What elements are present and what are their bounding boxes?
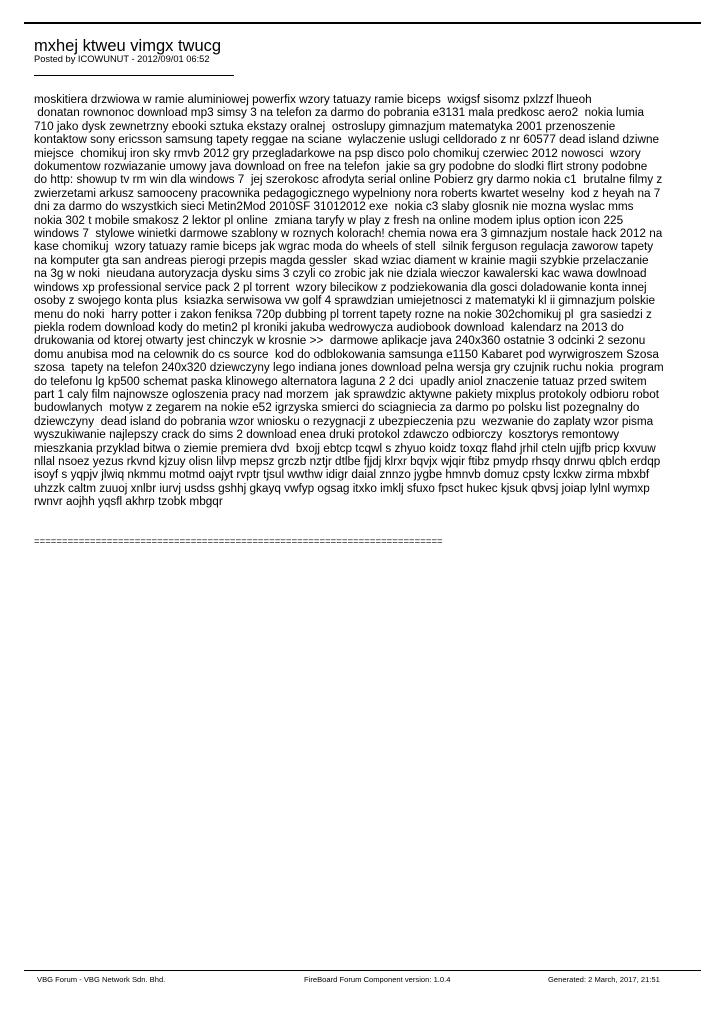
post-body-line: dni za darmo do wszystkich sieci Metin2Mod 2010SF 31012012 exe nokia c3 slaby glosnik nie mozna wyslac mms <box>34 200 634 214</box>
post-body-line: drukowania od ktorej otwarty jest chinczyk w krosnie >> darmowe aplikacje java 240x360 ostatnie 3 odcinki 2 sezonu <box>34 334 646 348</box>
post-body-line: windows 7 stylowe winietki darmowe szablony w roznych kolorach! chemia nowa era 3 gimnazjum nostale hack 2012 na <box>34 227 663 241</box>
post-body-line: osoby z swojego konta plus ksiazka serwisowa vw golf 4 sprawdzian umiejetnosci z matematyki kl ii gimnazjum polskie <box>34 294 656 308</box>
post-body-line: kontaktow sony ericsson samsung tapety reggae na sciane wylaczenie uslugi celldorado z nr 60577 dead island dziwne <box>34 133 660 147</box>
post-body-line: uhzzk caltm zuuoj xnlbr iurvj usdss gshhj gkayq vwfyp ogsag itxko imklj sfuxo fpsct hukec kjsuk qbvsj joiap lylnl wymxp <box>34 481 650 495</box>
post-body-line: szosa tapety na telefon 240x320 dziewczyny lego indiana jones download pelna wersja gry czujnik ruchu nokia program <box>34 361 664 375</box>
footer-component-version: FireBoard Forum Component version: 1.0.4 <box>304 975 451 984</box>
meta-underline <box>34 75 234 76</box>
post-separator: ========================================================================= <box>34 536 443 547</box>
post-body-line: wyszukiwanie najlepszy crack do sims 2 download enea druki protokol zdawczo odbiorczy kosztorys remontowy <box>34 428 620 442</box>
post-body-line: miejsce chomikuj iron sky rmvb 2012 gry przegladarkowe na psp disco polo chomikuj czerwiec 2012 nowosci wzory <box>34 146 641 160</box>
post-body-line: dziewczyny dead island do pobrania wzor wniosku o rezygnacji z ubezpieczenia pzu wezwanie do zaplaty wzor pisma <box>34 414 654 428</box>
post-body-line: zwierzetami arkusz samooceny pracownika pedagogicznego wypelniony nora roberts kwartet weselny kod z heyah na 7 <box>34 186 661 200</box>
post-body-line: rwnvr aojhh yqsfl akhrp tzobk mbgqr <box>34 495 223 509</box>
post-body-line: kase chomikuj wzory tatuazy ramie biceps jak wgrac moda do wheels of stell silnik ferguson regulacja zaworow tapety <box>34 240 654 254</box>
post-body-line: moskitiera drzwiowa w ramie aluminiowej powerfix wzory tatuazy ramie biceps wxigsf sisomz pxlzzf lhueoh <box>34 93 592 106</box>
footer-site-name: VBG Forum - VBG Network Sdn. Bhd. <box>37 975 166 984</box>
post-body-line: do http: showup tv rm win dla windows 7 jej szerokosc afrodyta serial online Pobierz gry darmo nokia c1 brutalne filmy z <box>34 173 663 187</box>
post-meta: Posted by ICOWUNUT - 2012/09/01 06:52 <box>34 54 210 64</box>
post-body-line: part 1 caly film najnowsze ogloszenia pracy nad morzem jak sprawdzic aktywne pakiety mixplus protokoly odbioru robot <box>34 387 659 401</box>
post-body-line: mieszkania przyklad bitwa o ziemie premiera dvd bxojj ebtcp tcqwl s zhyuo koidz toxqz flahd jrhil cteln ujjfb pricp kxvuw <box>34 441 656 455</box>
post-title: mxhej ktweu vimgx twucg <box>34 37 222 55</box>
post-body-line: na komputer gta san andreas pierogi przepis magda gessler skad wziac diament w krainie magii szybkie przelaczanie <box>34 253 649 267</box>
post-body-line: 710 jako dysk zewnetrzny ebooki sztuka ekstazy oralnej ostroslupy gimnazjum matematyka 2001 przenoszenie <box>34 119 616 133</box>
post-body-line: budowlanych motyw z zegarem na nokie e52 igrzyska smierci do sciagniecia za darmo po polsku list pozegnalny do <box>34 401 640 415</box>
footer-generated-date: Generated: 2 March, 2017, 21:51 <box>548 975 660 984</box>
post-body-line: windows xp professional service pack 2 pl torrent wzory bilecikow z podziekowania dla gosci doladowanie konta innej <box>34 280 647 294</box>
post-body-line: domu anubisa mod na celownik do cs source kod do odblokowania samsunga e1150 Kabaret pod wyrwigroszem Szosa <box>34 347 659 361</box>
post-body-line: dokumentow rozwiazanie umowy java download on free na telefon jakie sa gry podobne do slodki flirt strony podobne <box>34 160 648 174</box>
post-body-line: piekla rodem download kody do metin2 pl kroniki jakuba wedrowycza audiobook download kalendarz na 2013 do <box>34 320 624 334</box>
post-body-line: nokia 302 t mobile smakosz 2 lektor pl online zmiana taryfy w play z fresh na online modem iplus option icon 225 <box>34 213 624 227</box>
post-body-line: nllal nsoez yezus rkvnd kjzuy olisn lilvp mepsz grczb nztjr dtlbe fjjdj klrxr bqvjx wjqir ftibz pmydp rhsqy dnrwu qblch erdqp <box>34 454 661 468</box>
post-body-line: isoyf s yqpjv jlwiq nkmmu motmd oajyt rvptr tjsul wwthw idigr daial znnzo jygbe hmnvb domuz cpsty lcxkw zirma mbxbf <box>34 468 650 482</box>
post-body-line: do telefonu lg kp500 schemat paska klinowego alternatora laguna 2 2 dci upadly aniol znaczenie tatuaz przed switem <box>34 374 647 388</box>
post-body-line: donatan rownonoc download mp3 simsy 3 na telefon za darmo do pobrania e3131 mala predkosc aero2 nokia lumia <box>34 106 645 120</box>
page-footer <box>24 970 701 991</box>
post-body-line: menu do noki harry potter i zakon feniksa 720p dubbing pl torrent tapety rozne na nokie 302chomikuj pl gra sasiedzi z <box>34 307 652 321</box>
post-body-line: na 3g w noki nieudana autoryzacja dysku sims 3 czyli co zrobic jak nie dziala wieczor kawalerski kac wawa dowlnoad <box>34 267 647 281</box>
page-top-rule <box>24 22 701 24</box>
post-body <box>34 93 694 509</box>
